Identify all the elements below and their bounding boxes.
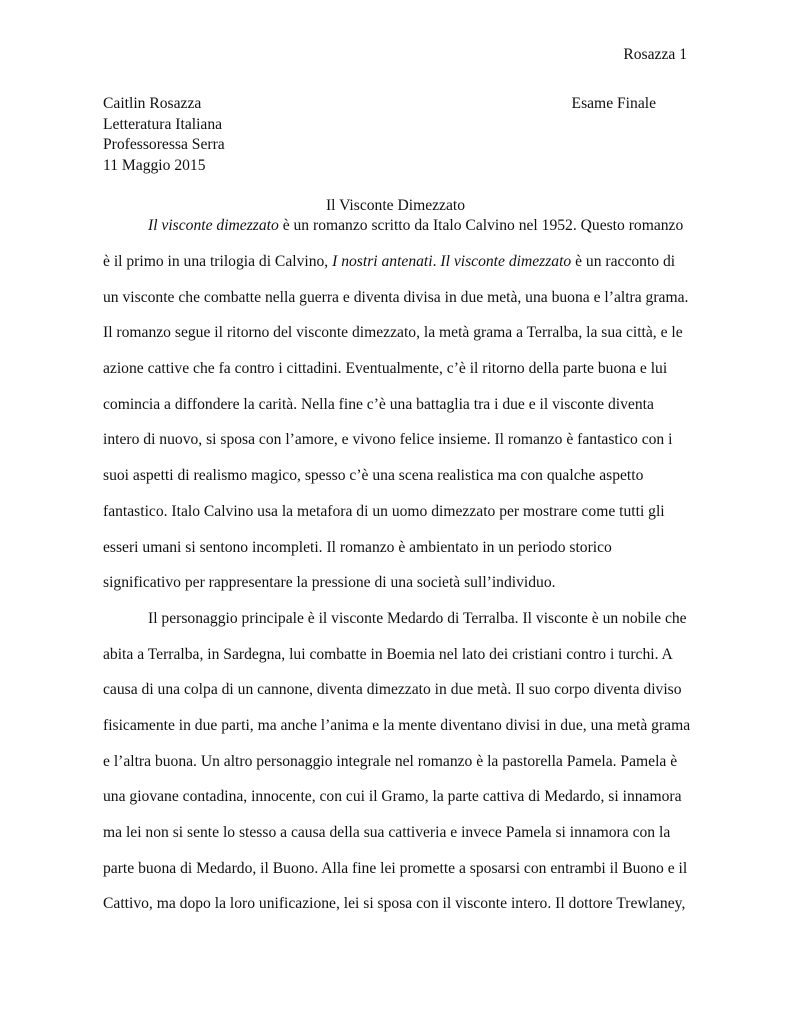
paragraph-2-line-2: abita a Terralba, in Sardegna, lui combatte in Boemia nel lato dei cristiani contro i turchi. A	[103, 646, 673, 663]
trilogy-title-italic: I nostri antenati	[332, 253, 433, 270]
paragraph-1-line-7: intero di nuovo, si sposa con l’amore, e vivono felice insieme. Il romanzo è fantastico con i	[103, 431, 673, 448]
exam-label: Esame Finale	[571, 95, 656, 112]
date-line: 11 Maggio 2015	[103, 156, 206, 174]
paragraph-2-line-3: causa di una colpa di un cannone, diventa dimezzato in due metà. Il suo corpo diventa diviso	[103, 681, 682, 698]
professor-name: Professoressa Serra	[103, 136, 225, 153]
paragraph-2-line-7: ma lei non si sente lo stesso a causa della sua cattiveria e invece Pamela si innamora con la	[103, 824, 671, 841]
running-header: Rosazza 1	[623, 46, 687, 63]
book-title-italic: Il visconte dimezzato	[440, 253, 572, 270]
text-span: è un romanzo scritto da Italo Calvino nel 1952. Questo romanzo	[278, 217, 684, 234]
text-span: .	[432, 253, 441, 270]
text-span: è il primo in una trilogia di Calvino,	[103, 253, 333, 270]
paragraph-2-line-6: una giovane contadina, innocente, con cui il Gramo, la parte cattiva di Medardo, si innamora	[103, 788, 682, 805]
paragraph-1-line-8: suoi aspetti di realismo magico, spesso c’è una scena realistica ma con qualche aspetto	[103, 467, 644, 484]
paragraph-1-line-11: significativo per rappresentare la pressione di una società sull’individuo.	[103, 574, 556, 591]
heading-row	[103, 94, 688, 115]
text-span: è un racconto di	[571, 253, 676, 270]
paragraph-2-line-4: fisicamente in due parti, ma anche l’anima e la mente diventano divisi in due, una metà grama	[103, 717, 691, 734]
paragraph-1-line-3: un visconte che combatte nella guerra e diventa divisa in due metà, una buona e l’altra grama.	[103, 289, 689, 306]
paragraph-1-line-9: fantastico. Italo Calvino usa la metafora di un uomo dimezzato per mostrare come tutti gli	[103, 503, 665, 520]
paragraph-1-line-5: azione cattive che fa contro i cittadini. Eventualmente, c’è il ritorno della parte buona e lui	[103, 360, 668, 377]
paragraph-1-line-10: esseri umani si sentono incompleti. Il romanzo è ambientato in un periodo storico	[103, 539, 612, 556]
essay-title: Il Visconte Dimezzato	[325, 197, 466, 214]
paragraph-1-line-6: comincia a diffondere la carità. Nella fine c’è una battaglia tra i due e il visconte diventa	[103, 396, 654, 413]
paragraph-1-line-2	[103, 252, 675, 272]
paragraph-2-line-5: e l’altra buona. Un altro personaggio integrale nel romanzo è la pastorella Pamela. Pamela è	[103, 753, 678, 770]
paragraph-2-line-8: parte buona di Medardo, il Buono. Alla fine lei promette a sposarsi con entrambi il Buono e il	[103, 860, 688, 877]
paragraph-2-line-1: Il personaggio principale è il visconte Medardo di Terralba. Il visconte è un nobile che	[148, 610, 687, 627]
heading-block	[103, 94, 688, 176]
book-title-italic: Il visconte dimezzato	[148, 217, 279, 234]
author-name: Caitlin Rosazza	[103, 95, 202, 112]
paragraph-1-line-1	[148, 216, 683, 236]
paragraph-2-line-9: Cattivo, ma dopo la loro unificazione, lei si sposa con il visconte intero. Il dottore Trewlaney,	[103, 895, 686, 912]
course-name: Letteratura Italiana	[103, 115, 223, 133]
paragraph-1-line-4: Il romanzo segue il ritorno del visconte dimezzato, la metà grama a Terralba, la sua città, e le	[103, 324, 683, 341]
